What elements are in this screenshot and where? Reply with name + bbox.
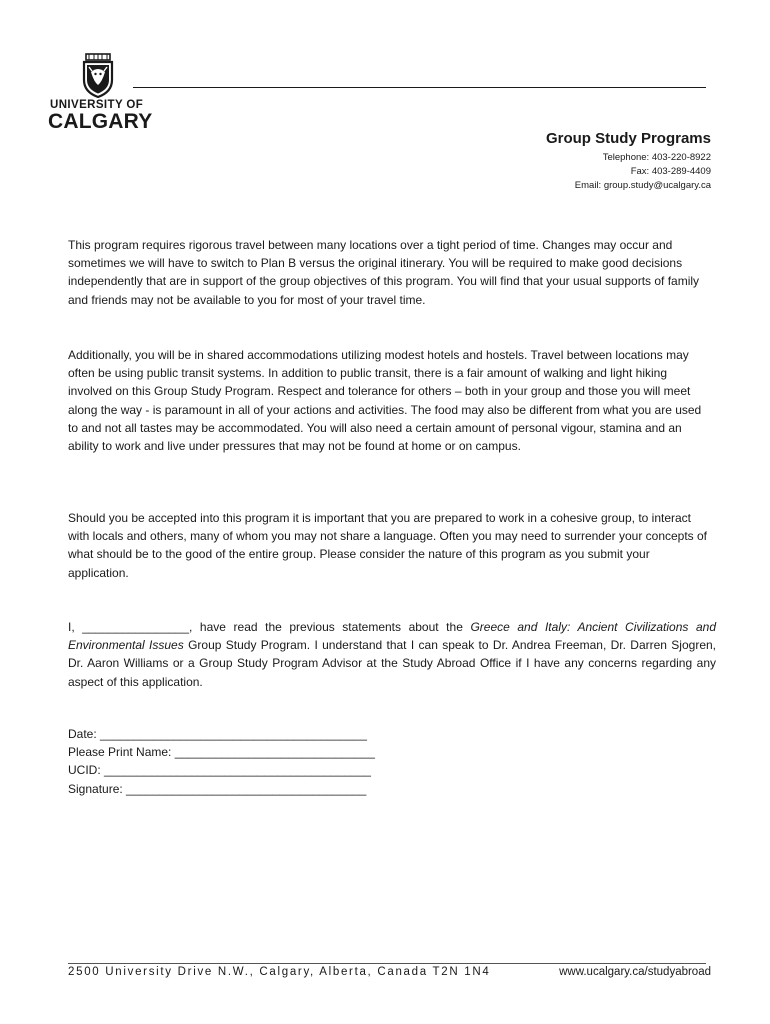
paragraph-travel: This program requires rigorous travel between many locations over a tight period of time. Changes may occur and sometimes we will have to switch to Plan B versus the original itinerary. You will be required to make good decisions independently that are in support of the group objectives of this program. You will find that your usual supports of family and friends may not be available to you for most of your travel time.: [68, 238, 700, 307]
signature-fields: [68, 725, 375, 798]
university-logo: [48, 50, 158, 132]
contact-block: [546, 130, 711, 193]
paragraph-accommodations: Additionally, you will be in shared accommodations utilizing modest hotels and hostels. Travel between locations may often be using public transit systems. In addition to public transit, there is a fair amount of walking and light hiking involved on this Group Study Program. Respect and tolerance for others – both in your group and those you will meet along the way - is paramount in all of your actions and activities. The food may also be different from what you are used to and not all tastes may be accommodated. You will also need a certain amount of personal vigour, stamina and an ability to work and live under pressures that may not be found at home or on campus.: [68, 348, 702, 454]
footer-divider: [68, 963, 706, 964]
footer-website-link[interactable]: www.ucalgary.ca/studyabroad: [559, 966, 711, 978]
paragraph-group-work: Should you be accepted into this program it is important that you are prepared to work in a cohesive group, to interact with locals and others, many of whom you may not share a language. Often you may need to surrender your concepts of what should be to the good of the entire group. Please consider the nature of this program as you submit your application.: [68, 511, 708, 580]
logo-text-university-of: UNIVERSITY OF: [50, 99, 144, 111]
telephone-line: Telephone: 403-220-8922: [602, 152, 711, 163]
print-name-field[interactable]: Please Print Name: ______________________________: [68, 745, 375, 760]
ucid-field[interactable]: UCID: ________________________________________: [68, 763, 371, 778]
date-field[interactable]: Date: ________________________________________: [68, 727, 367, 741]
fax-line: Fax: 403-289-4409: [630, 166, 711, 177]
header-divider: [133, 87, 706, 88]
program-name: Greece and Italy: Ancient Civilizations and Environmental Issues: [68, 620, 716, 653]
office-title: Group Study Programs: [545, 130, 711, 147]
footer-address: 2500 University Drive N.W., Calgary, Alberta, Canada T2N 1N4: [68, 966, 491, 978]
statement-suffix: Group Study Program. I understand that I can speak to Dr. Andrea Freeman, Dr. Darren Sjogren, Dr. Aaron Williams or a Group Study Program Advisor at the Study Abroad Office if I have any concerns regarding any aspect of this application.: [68, 638, 716, 689]
email-line: Email: group.study@ucalgary.ca: [574, 180, 711, 191]
signature-field[interactable]: Signature: ____________________________________: [68, 781, 367, 796]
statement-prefix: I, ________________, have read the previous statements about the: [68, 620, 471, 634]
acknowledgement-statement: [68, 618, 716, 691]
logo-text-calgary: CALGARY: [48, 110, 153, 133]
crest-icon: [80, 52, 116, 98]
